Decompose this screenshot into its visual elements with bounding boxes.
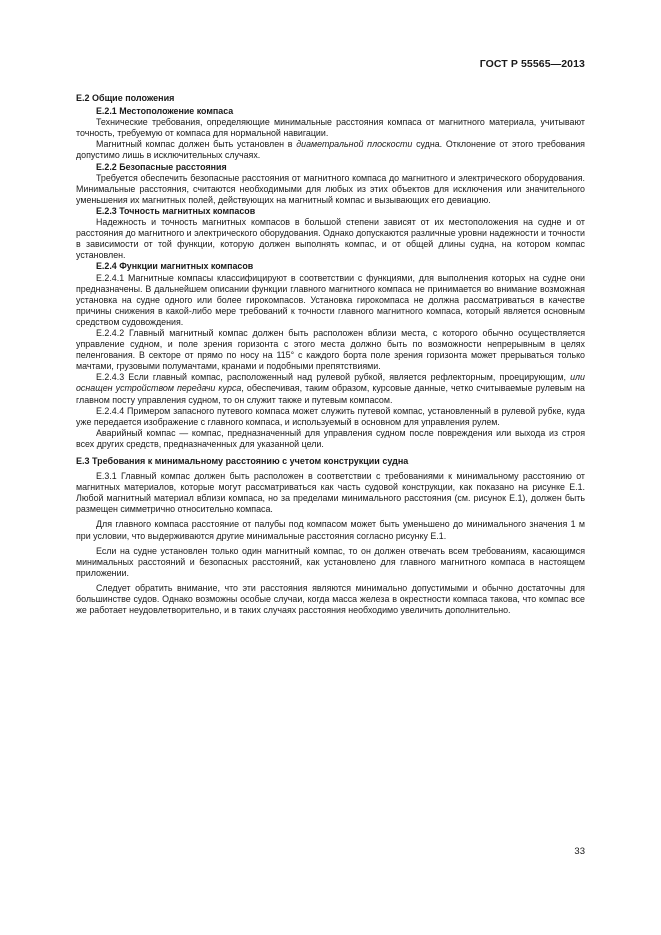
subsection-e23-title: Е.2.3 Точность магнитных компасов [96,205,256,216]
document-code-header: ГОСТ Р 55565—2013 [479,58,585,70]
paragraph-e242: Е.2.4.2 Главный магнитный компас должен быть расположен вблизи места, с которого обычно осуществляется управление судном, и поле зрения горизонта с этого места должно быть по возможности непрерывным в целях пеленгования. В секторе от прямо по носу на 115° с каждого борта поле зрения горизонта может прерываться только мачтами, грузовыми полумачтами, кранами и подобными препятствиями. [76,327,585,372]
page-number: 33 [574,846,585,857]
paragraph-e23-1: Надежность и точность магнитных компасов в большой степени зависят от их местоположения на судне и от расстояния до магнитного и электрического оборудования. Однако допускаются различные уровни надежности и точности в зависимости от той функции, которую должен выполнять компас, и от общей длины судна, на котором компас установлен. [76,217,585,261]
section-e2-title: Е.2 Общие положения [76,93,175,103]
subsection-e21-title: Е.2.1 Местоположение компаса [96,106,234,117]
paragraph-e22-1: Требуется обеспечить безопасные расстояния от магнитного компаса до магнитного и электрического оборудования. Минимальные расстояния, считаются необходимыми для любых из этих объектов для исключения или значительного уменьшения их магнитных полей, действующих на магнитный компас и вызывающих его девиацию. [76,172,585,205]
paragraph-emergency-compass: Аварийный компас — компас, предназначенный для управления судном после повреждения или выхода из строя всех других средств, предназначенных для указанной цели. [76,427,585,449]
paragraph-e243 [76,372,585,405]
text-run: Магнитный компас должен быть установлен в [96,139,297,150]
paragraph-e244: Е.2.4.4 Примером запасного путевого компаса может служить путевой компас, установленный в рулевой рубке, куда уже передается изображение с главного компаса, и используемый в основном для управления рулем. [76,405,585,427]
paragraph-e3-note: Следует обратить внимание, что эти расстояния являются минимально допустимыми и обычно достаточны для большинстве судов. Однако возможны особые случаи, когда масса железа в окрестности компаса такова, что компас все же работает неудовлетворительно, и в таких случаях расстояния необходимо увеличить дополнительно. [76,582,585,616]
paragraph-e31: Е.3.1 Главный компас должен быть расположен в соответствии с требованиями к минимальному расстоянию от магнитных материалов, которые могут рассматриваться как часть судовой конструкции, как показано на рисунке Е.1. Любой магнитный материал вблизи компаса, но за пределами минимального расстояния (см. рисунок Е.1), должен быть размещен симметрично относительно компаса. [76,471,585,515]
text-run: , обеспечивая, таким образом, курсовые данные, четко считываемые рулевым на главном посту управления судном, то он служит также и путевым компасом. [76,383,585,405]
paragraph-e21-2 [76,139,585,161]
page-content [76,93,585,616]
text-run: судна. Отклонение от этого требования допустимо лишь в исключительных случаях. [76,139,585,161]
paragraph-e21-1: Технические требования, определяющие минимальные расстояния компаса от магнитного материала, учитывают точность, требуемую от компаса для нормальной навигации. [76,117,585,139]
subsection-e22-title: Е.2.2 Безопасные расстояния [96,161,227,172]
paragraph-e3-deck-distance: Для главного компаса расстояние от палубы под компасом может быть уменьшено до минимального значения 1 м при условии, что выдерживаются другие минимальные расстояния согласно рисунку Е.1. [76,519,585,541]
emphasis-text: или оснащен устройством передачи курса [76,372,585,394]
text-run: Е.2.4.3 Если главный компас, расположенный над рулевой рубкой, является рефлекторным, проецирующим, [96,372,571,383]
section-e3-title: Е.3 Требования к минимальному расстоянию с учетом конструкции судна [76,456,409,466]
paragraph-e241: Е.2.4.1 Магнитные компасы классифицируют в соответствии с функциями, для выполнения которых на судне они предназначены. В дальнейшем описании функции главного магнитного компаса не принимается во внимание возможная установка на судне одного или более гирокомпасов. Установка гирокомпаса не должна рассматриваться в качестве причины снижения в какой-либо мере требований к точности главного магнитного компаса, который является основным средством судовождения. [76,272,585,327]
emphasis-text: диаметральной плоскости [296,139,413,150]
subsection-e24-title: Е.2.4 Функции магнитных компасов [96,261,254,272]
paragraph-e3-single-compass: Если на судне установлен только один магнитный компас, то он должен отвечать всем требованиям, касающимся минимальных расстояний и безопасных расстояний, как установлено для главного магнитного компаса в настоящем приложении. [76,545,585,578]
